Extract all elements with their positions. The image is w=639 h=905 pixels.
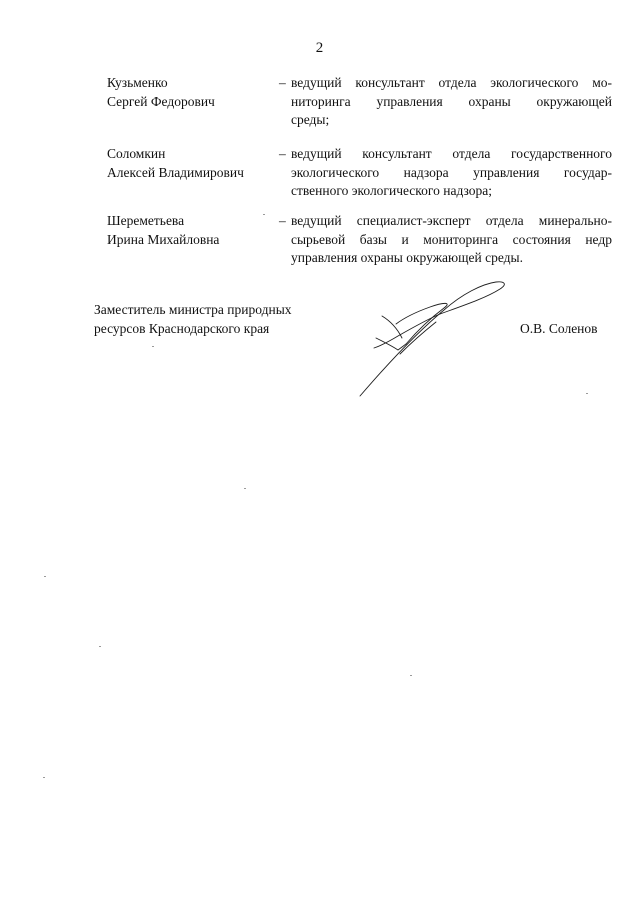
role-line: экологического надзора управления государ- (291, 164, 612, 180)
role-line: ведущий консультант отдела экологического мо- (291, 75, 612, 90)
member-name (107, 212, 277, 249)
scan-speck (99, 646, 101, 647)
role-dash: – (279, 75, 286, 90)
scan-speck (263, 214, 265, 215)
member-surname: Шереметьева (107, 213, 185, 228)
role-dash: – (279, 213, 286, 228)
role-text (291, 145, 612, 201)
signer-title-line: Заместитель министра природных (94, 302, 292, 317)
member-given-names: Сергей Федорович (107, 93, 215, 109)
signer-title-line: ресурсов Краснодарского края (94, 320, 270, 336)
role-text (291, 74, 612, 130)
role-line: ведущий специалист-эксперт отдела минерально- (291, 213, 612, 228)
role-line: ниторинга управления охраны окружающей (291, 93, 612, 109)
role-text (291, 212, 612, 268)
scan-speck (586, 393, 588, 394)
member-name (107, 145, 277, 182)
scan-speck (410, 675, 412, 676)
role-line: управления охраны окружающей среды. (291, 250, 523, 265)
scan-speck (244, 488, 246, 489)
scan-speck (43, 777, 45, 778)
role-dash: – (279, 146, 286, 161)
role-line: ведущий консультант отдела государственного (291, 146, 612, 161)
member-given-names: Ирина Михайловна (107, 231, 220, 247)
member-given-names: Алексей Владимирович (107, 164, 244, 180)
role-line: сырьевой базы и мониторинга состояния недр (291, 231, 612, 247)
role-line: ственного экологического надзора; (291, 183, 492, 198)
signer-title (94, 301, 292, 338)
handwritten-signature-icon (340, 272, 520, 412)
scan-speck (44, 576, 46, 577)
page-number: 2 (315, 40, 324, 56)
member-surname: Соломкин (107, 146, 166, 161)
member-name (107, 74, 277, 111)
member-surname: Кузьменко (107, 75, 168, 90)
signer-name: О.В. Соленов (520, 321, 598, 336)
role-line: среды; (291, 112, 330, 127)
scan-speck (152, 346, 154, 347)
